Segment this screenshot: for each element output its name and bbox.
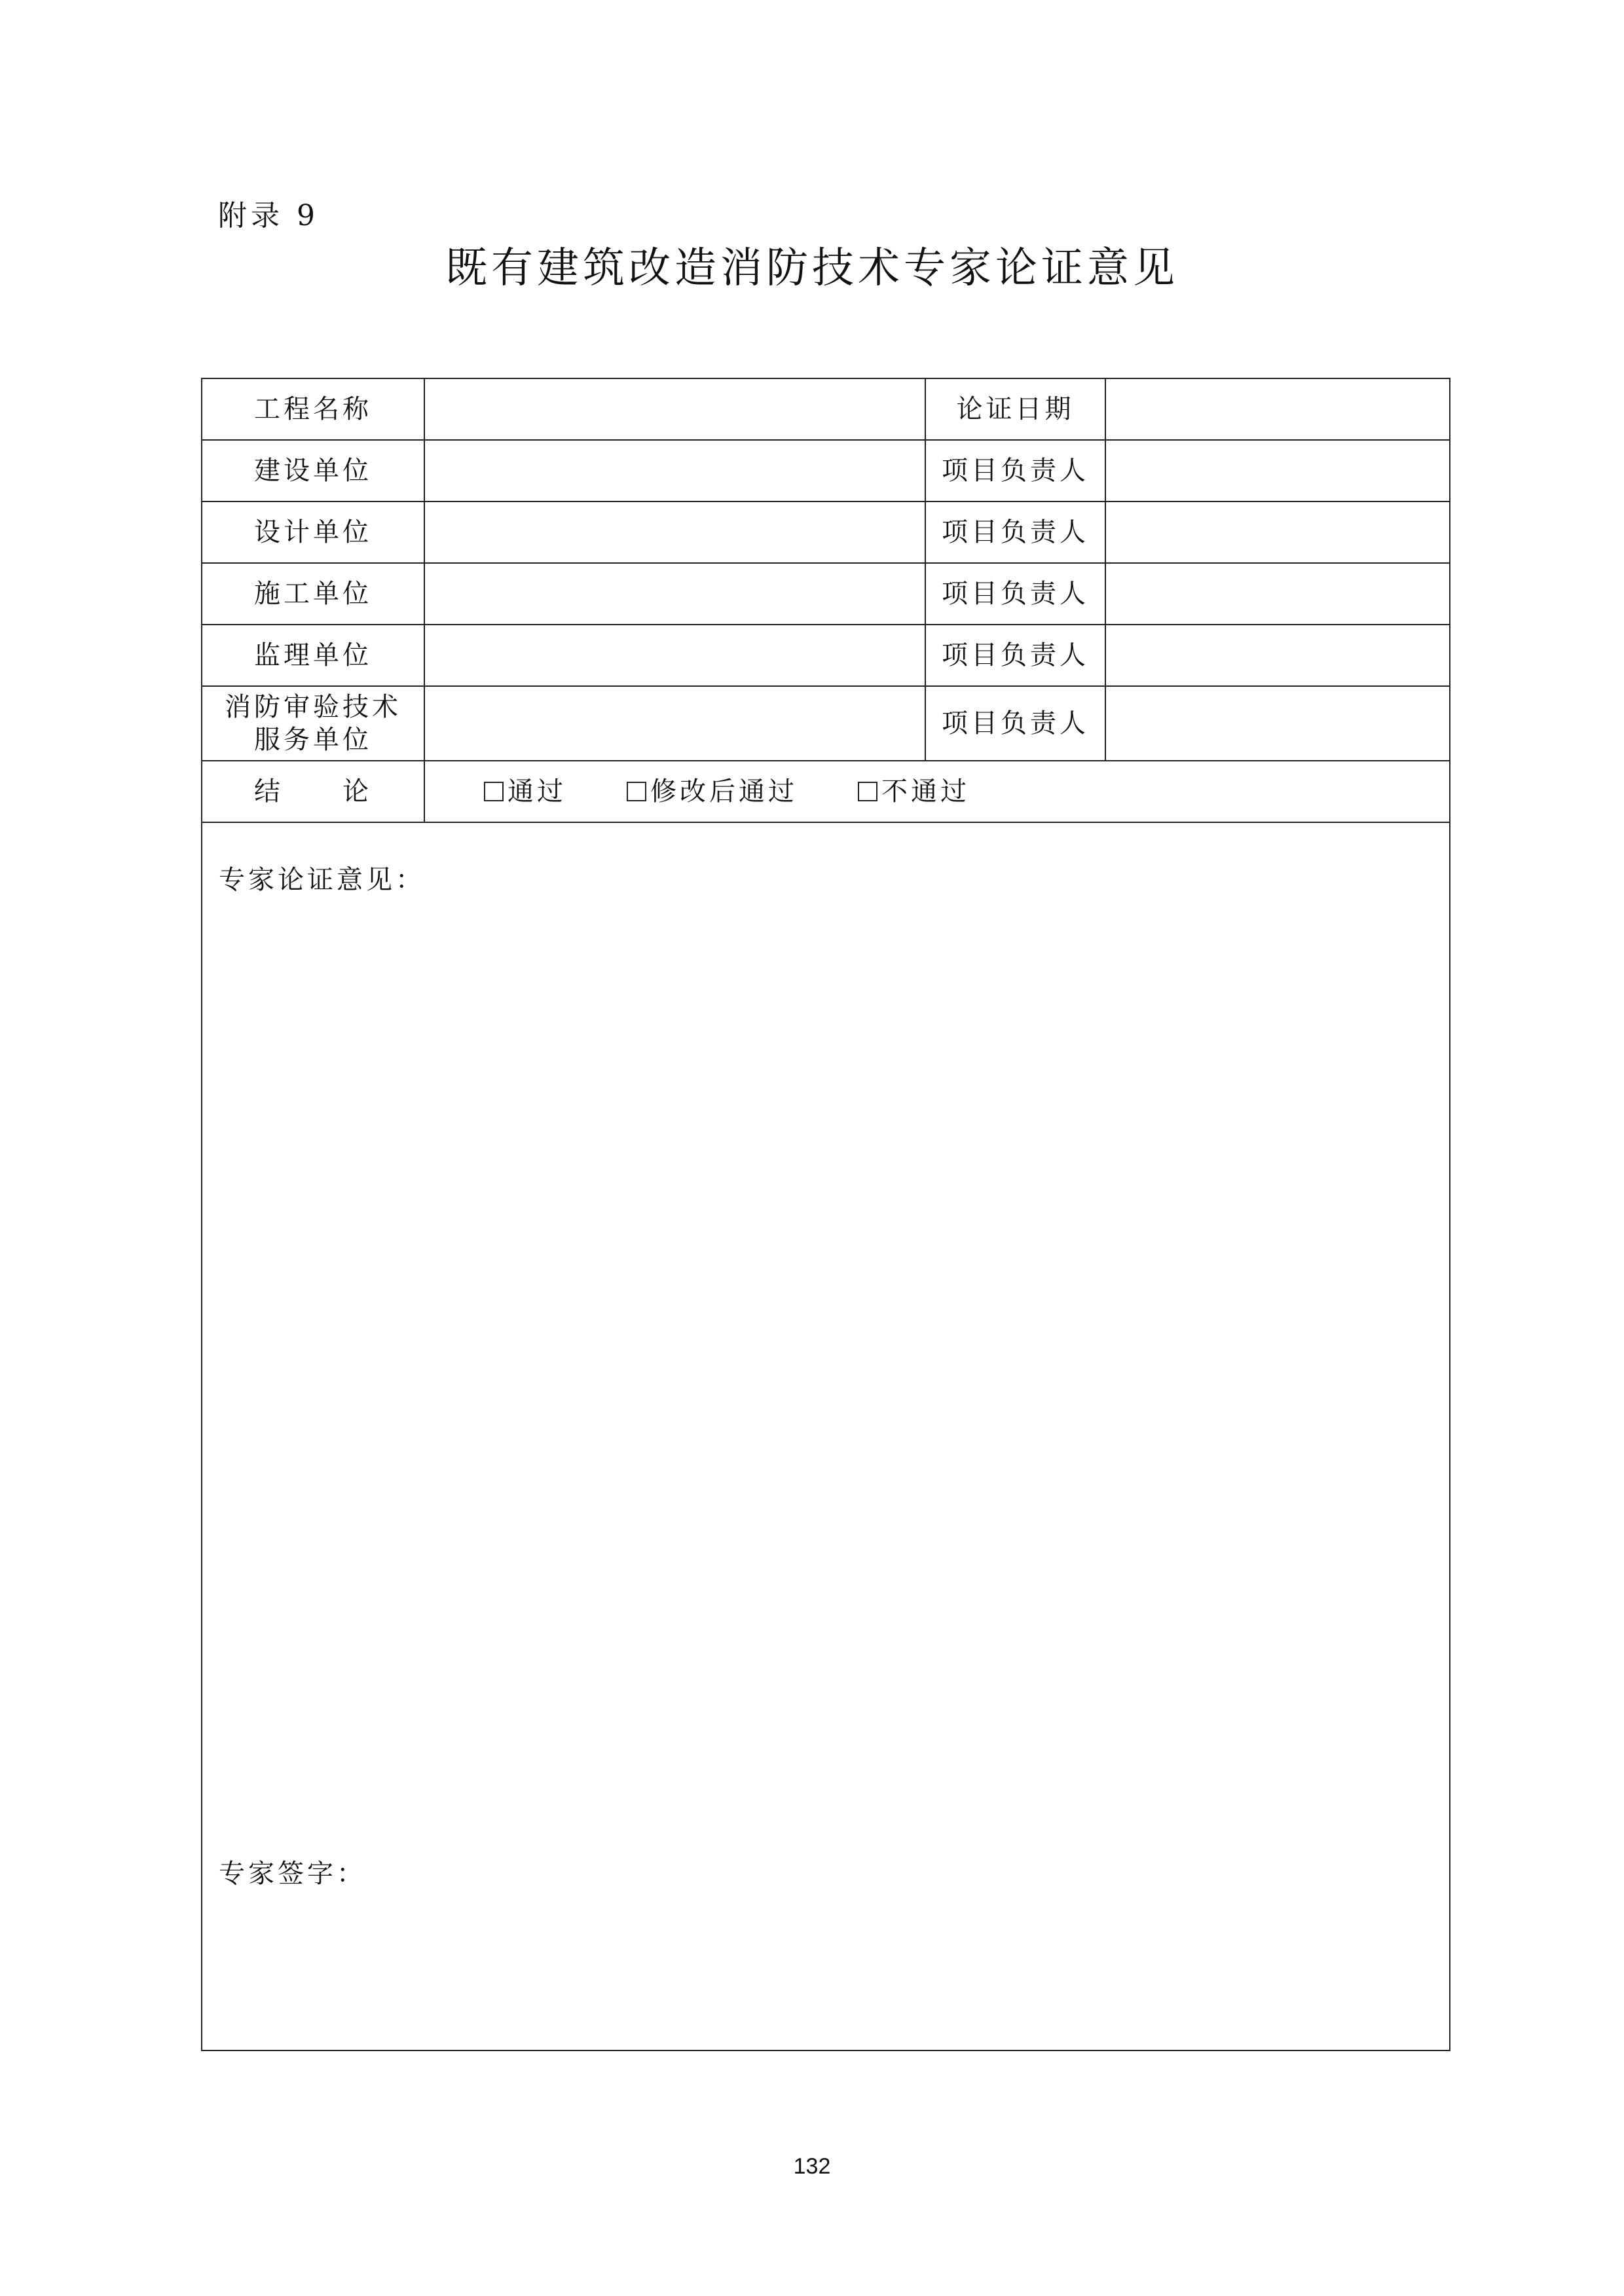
- review-date-label: 论证日期: [925, 378, 1105, 440]
- document-title: 既有建筑改造消防技术专家论证意见: [445, 244, 1179, 293]
- appendix-label: 附录 9: [218, 199, 319, 232]
- option-pass[interactable]: [484, 774, 566, 809]
- project-leader-label: 项目负责人: [925, 440, 1105, 501]
- form-row-fire-service-unit: [202, 686, 1450, 761]
- supervision-leader-field[interactable]: [1105, 625, 1450, 686]
- page-number: 132: [793, 2154, 831, 2179]
- design-unit-field[interactable]: [424, 501, 925, 563]
- option-pass-label: 通过: [507, 776, 566, 807]
- opinion-label: 专家论证意见：: [219, 865, 425, 895]
- checkbox-fail[interactable]: [858, 782, 877, 801]
- construction-unit-field[interactable]: [424, 440, 925, 501]
- form-row-conclusion: [202, 761, 1450, 822]
- form-row-supervision-unit: [202, 625, 1450, 686]
- project-leader-label: 项目负责人: [925, 625, 1105, 686]
- builder-leader-field[interactable]: [1105, 563, 1450, 625]
- design-leader-field[interactable]: [1105, 501, 1450, 563]
- fire-service-unit-label: [202, 686, 424, 761]
- project-name-field[interactable]: [424, 378, 925, 440]
- signature-label: 专家签字：: [219, 1859, 366, 1889]
- fire-service-unit-label-line1: 消防审验技术: [225, 692, 401, 722]
- form-row-builder-unit: [202, 563, 1450, 625]
- option-fail-label: 不通过: [881, 776, 970, 807]
- fire-service-leader-field[interactable]: [1105, 686, 1450, 761]
- form-row-opinion: [202, 822, 1450, 2050]
- checkbox-pass[interactable]: [484, 782, 504, 801]
- construction-unit-label: 建设单位: [202, 440, 424, 501]
- project-name-label: 工程名称: [202, 378, 424, 440]
- option-pass-after-revision-label: 修改后通过: [650, 776, 798, 807]
- design-unit-label: 设计单位: [202, 501, 424, 563]
- form-row-design-unit: [202, 501, 1450, 563]
- supervision-unit-field[interactable]: [424, 625, 925, 686]
- builder-unit-label: 施工单位: [202, 563, 424, 625]
- supervision-unit-label: 监理单位: [202, 625, 424, 686]
- checkbox-pass-after-revision[interactable]: [627, 782, 646, 801]
- fire-service-unit-field[interactable]: [424, 686, 925, 761]
- expert-opinion-form: [201, 378, 1450, 2051]
- form-row-project-name: [202, 378, 1450, 440]
- project-leader-label: 项目负责人: [925, 563, 1105, 625]
- review-date-field[interactable]: [1105, 378, 1450, 440]
- builder-unit-field[interactable]: [424, 563, 925, 625]
- conclusion-label: 结 论: [202, 761, 424, 822]
- fire-service-unit-label-line2: 服务单位: [254, 725, 372, 755]
- conclusion-options: [424, 761, 1450, 822]
- opinion-area[interactable]: [202, 822, 1450, 2050]
- project-leader-label: 项目负责人: [925, 501, 1105, 563]
- option-fail[interactable]: [858, 774, 970, 809]
- project-leader-label: 项目负责人: [925, 686, 1105, 761]
- form-row-construction-unit: [202, 440, 1450, 501]
- construction-leader-field[interactable]: [1105, 440, 1450, 501]
- option-pass-after-revision[interactable]: [627, 774, 798, 809]
